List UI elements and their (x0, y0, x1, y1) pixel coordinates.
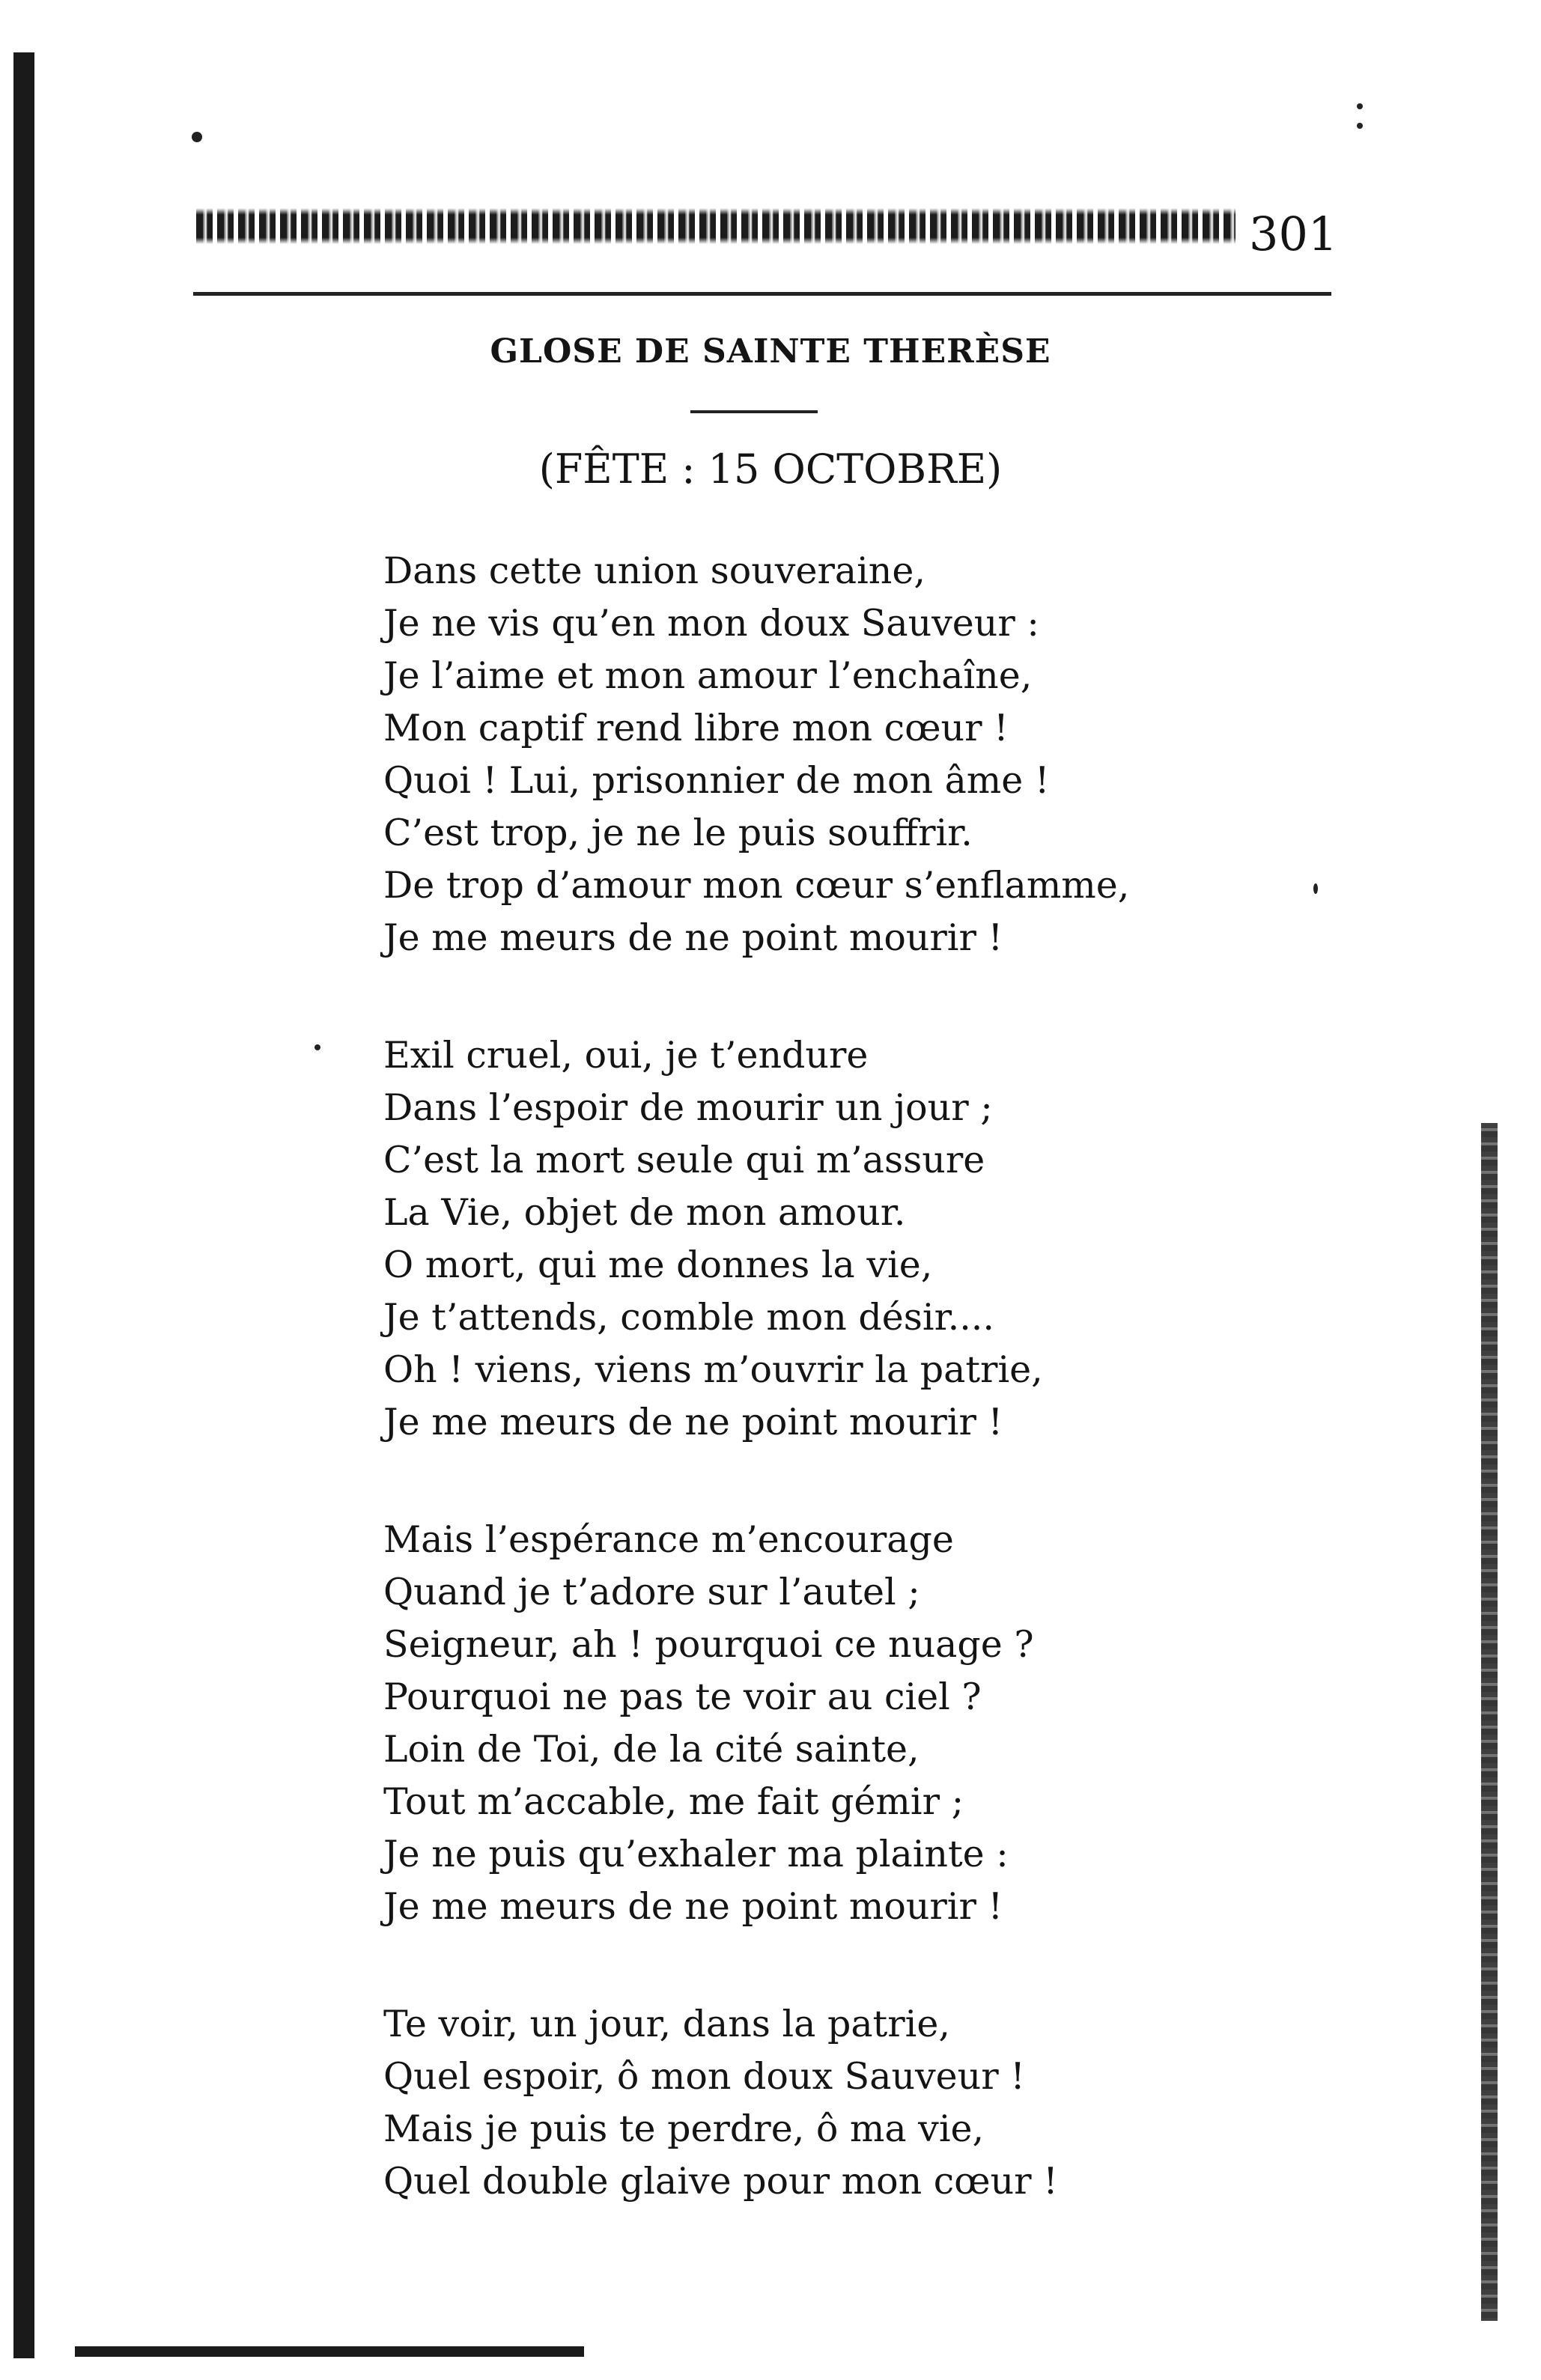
page-bottom-rule (75, 2346, 584, 2357)
verse-line: Mais je puis te perdre, ô ma vie, (383, 2107, 985, 2150)
verse-line: Te voir, un jour, dans la patrie, (383, 2003, 950, 2045)
verse-line: Oh ! viens, viens m’ouvrir la patrie, (383, 1348, 1043, 1391)
verse-line: Exil cruel, oui, je t’endure (383, 1034, 869, 1077)
verse-line: Je ne vis qu’en mon doux Sauveur : (383, 602, 1039, 645)
poem-body (383, 545, 1372, 2273)
verse-line: Dans cette union souveraine, (383, 550, 925, 592)
verse-line: C’est la mort seule qui m’assure (383, 1139, 985, 1181)
header-rule (193, 292, 1331, 296)
verse-line: Seigneur, ah ! pourquoi ce nuage ? (383, 1623, 1034, 1666)
verse-line: Dans l’espoir de mourir un jour ; (383, 1086, 993, 1129)
verse-line: Je l’aime et mon amour l’enchaîne, (383, 654, 1033, 697)
verse-line: Pourquoi ne pas te voir au ciel ? (383, 1676, 982, 1718)
page-number: 301 (1249, 207, 1338, 261)
verse-line: Mon captif rend libre mon cœur ! (383, 707, 1009, 749)
verse-line: La Vie, objet de mon amour. (383, 1191, 906, 1234)
verse-line: Quel espoir, ô mon doux Sauveur ! (383, 2055, 1025, 2098)
verse-line: C’est trop, je ne le puis souffrir. (383, 812, 973, 854)
verse-line: Je me meurs de ne point mourir ! (383, 916, 1003, 959)
verse-line: Je me meurs de ne point mourir ! (383, 1885, 1003, 1928)
verse-line: O mort, qui me donnes la vie, (383, 1244, 933, 1286)
page-binding-edge (13, 52, 34, 2358)
stanza-3 (383, 1514, 1372, 1933)
stanza-1 (383, 545, 1372, 964)
verse-line: Quel double glaive pour mon cœur ! (383, 2160, 1058, 2203)
speck (314, 1044, 320, 1050)
speck (1357, 103, 1363, 109)
page-scan-edge (1481, 1123, 1498, 2321)
verse-line: Mais l’espérance m’encourage (383, 1518, 954, 1561)
speck (192, 132, 202, 142)
title-rule (690, 410, 818, 413)
verse-line: Quand je t’adore sur l’autel ; (383, 1571, 920, 1613)
verse-line: Je me meurs de ne point mourir ! (383, 1401, 1003, 1443)
verse-line: De trop d’amour mon cœur s’enflamme, (383, 864, 1130, 907)
poem-subtitle: (FÊTE : 15 OCTOBRE) (538, 445, 1003, 493)
running-head-ornament (196, 208, 1235, 244)
verse-line: Loin de Toi, de la cité sainte, (383, 1728, 920, 1771)
verse-line: Tout m’accable, me fait gémir ; (383, 1780, 964, 1823)
stanza-2 (383, 1029, 1372, 1449)
speck (1357, 123, 1363, 129)
verse-line: Je ne puis qu’exhaler ma plainte : (383, 1833, 1009, 1875)
verse-line: Je t’attends, comble mon désir.... (383, 1296, 994, 1339)
verse-line: Quoi ! Lui, prisonnier de mon âme ! (383, 759, 1050, 802)
stanza-4 (383, 1998, 1372, 2208)
poem-title: GLOSE DE SAINTE THERÈSE (490, 332, 1051, 371)
